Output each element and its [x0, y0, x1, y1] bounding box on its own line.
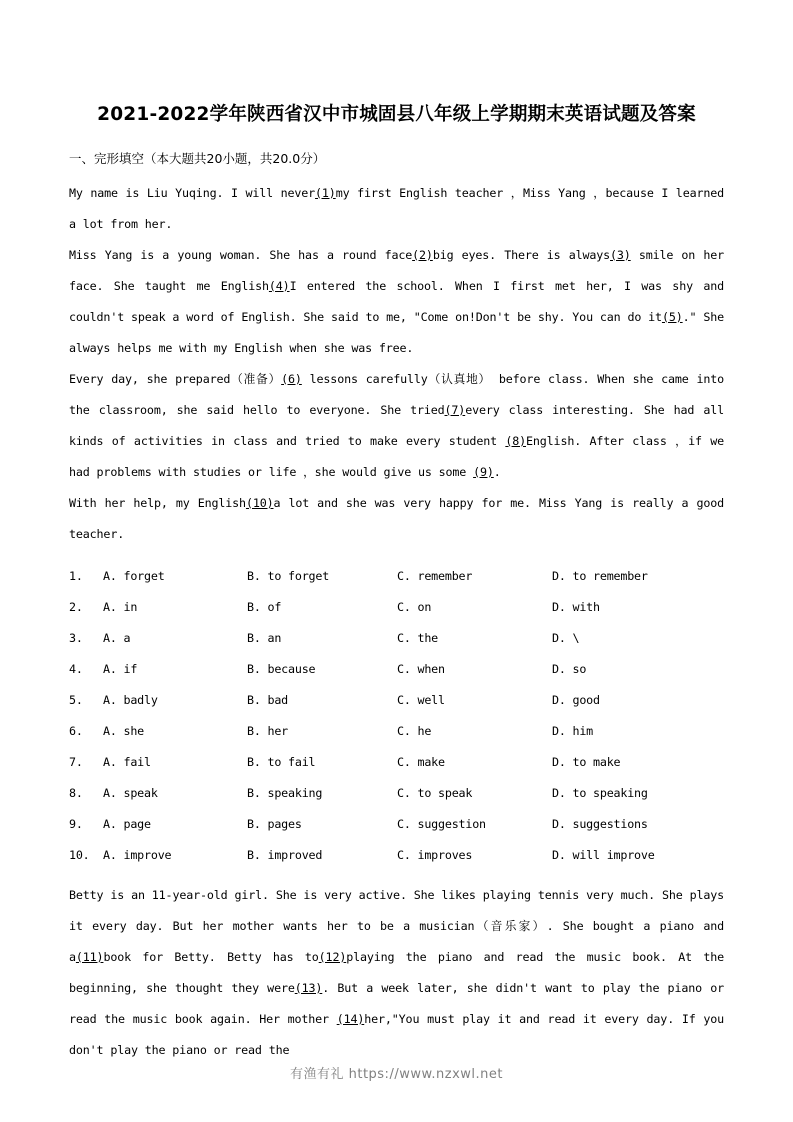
table-row	[69, 653, 724, 684]
option-c[interactable]: C. when	[397, 661, 445, 676]
question-rows	[69, 560, 724, 870]
option-a[interactable]: A. she	[103, 723, 145, 738]
option-a[interactable]: A. speak	[103, 785, 158, 800]
document-content	[69, 96, 724, 1066]
option-a[interactable]: A. improve	[103, 847, 172, 862]
question-number: 1.	[69, 568, 83, 583]
table-row	[69, 622, 724, 653]
option-b[interactable]: B. her	[247, 723, 289, 738]
passage-two	[69, 880, 724, 1066]
option-d[interactable]: D. to make	[552, 754, 621, 769]
table-row	[69, 684, 724, 715]
option-c[interactable]: C. on	[397, 599, 432, 614]
question-number: 4.	[69, 661, 83, 676]
option-c[interactable]: C. improves	[397, 847, 473, 862]
option-d[interactable]: D. suggestions	[552, 816, 648, 831]
option-a[interactable]: A. forget	[103, 568, 165, 583]
option-d[interactable]: D. good	[552, 692, 600, 707]
table-row	[69, 777, 724, 808]
table-row	[69, 746, 724, 777]
option-a[interactable]: A. in	[103, 599, 138, 614]
option-b[interactable]: B. of	[247, 599, 282, 614]
option-c[interactable]: C. the	[397, 630, 439, 645]
option-c[interactable]: C. suggestion	[397, 816, 486, 831]
passage-paragraph: With her help, my English(10)a lot and she was very happy for me. Miss Yang is really a good teacher.	[69, 496, 724, 541]
question-number: 3.	[69, 630, 83, 645]
passage-paragraph: My name is Liu Yuqing. I will never(1)my first English teacher ，Miss Yang ，because I learned a lot from her.	[69, 186, 725, 231]
option-b[interactable]: B. bad	[247, 692, 289, 707]
option-d[interactable]: D. to speaking	[552, 785, 648, 800]
table-row	[69, 808, 724, 839]
question-number: 8.	[69, 785, 83, 800]
option-b[interactable]: B. to forget	[247, 568, 330, 583]
question-number: 5.	[69, 692, 83, 707]
passage-paragraph: Miss Yang is a young woman. She has a round face(2)big eyes. There is always(3) smile on her face. She taught me English(4)I entered the school. When I first met her, I was shy and couldn't speak a word of English. She said to me, "Come on!Don't be shy. You can do it(5)." She always helps me with my English when she was free.	[69, 248, 725, 355]
page-title: 2021-2022学年陕西省汉中市城固县八年级上学期期末英语试题及答案	[97, 104, 696, 125]
option-d[interactable]: D. will improve	[552, 847, 655, 862]
table-row	[69, 839, 724, 870]
question-number: 2.	[69, 599, 83, 614]
question-options-table	[69, 560, 724, 870]
question-number: 9.	[69, 816, 83, 831]
option-d[interactable]: D. to remember	[552, 568, 648, 583]
option-c[interactable]: C. well	[397, 692, 445, 707]
option-a[interactable]: A. if	[103, 661, 138, 676]
option-b[interactable]: B. because	[247, 661, 316, 676]
option-b[interactable]: B. an	[247, 630, 282, 645]
option-b[interactable]: B. improved	[247, 847, 323, 862]
section-heading: 一、完形填空（本大题共20小题，共20.0分）	[69, 151, 326, 166]
question-number: 6.	[69, 723, 83, 738]
table-row	[69, 715, 724, 746]
question-number: 7.	[69, 754, 83, 769]
passage-paragraph: Betty is an 11-year-old girl. She is very active. She likes playing tennis very much. She plays it every day. But her mother wants her to be a musician（音乐家）. She bought a piano and a(11)book for Betty. Betty has to(12)playing the piano and read the music book. At the beginning, she thought they were(13). But a week later, she didn't want to play the piano or read the music book again. Her mother (14)her,"You must play it and read it every day. If you don't play the piano or read the	[69, 888, 725, 1057]
option-a[interactable]: A. a	[103, 630, 131, 645]
option-a[interactable]: A. badly	[103, 692, 158, 707]
option-c[interactable]: C. to speak	[397, 785, 473, 800]
passage-paragraph: Every day, she prepared（准备）(6) lessons carefully（认真地） before class. When she came into the classroom, she said hello to everyone. She tried(7)every class interesting. She had all kinds of activities in class and tried to make every student (8)English. After class ，if we had problems with studies or life ，she would give us some (9).	[69, 372, 724, 479]
option-c[interactable]: C. he	[397, 723, 432, 738]
option-b[interactable]: B. pages	[247, 816, 302, 831]
option-d[interactable]: D. so	[552, 661, 587, 676]
table-row	[69, 560, 724, 591]
passage-one	[69, 178, 724, 550]
option-d[interactable]: D. him	[552, 723, 594, 738]
option-a[interactable]: A. page	[103, 816, 151, 831]
option-b[interactable]: B. speaking	[247, 785, 323, 800]
option-a[interactable]: A. fail	[103, 754, 151, 769]
option-b[interactable]: B. to fail	[247, 754, 316, 769]
table-row	[69, 591, 724, 622]
option-c[interactable]: C. make	[397, 754, 445, 769]
option-c[interactable]: C. remember	[397, 568, 473, 583]
option-d[interactable]: D. with	[552, 599, 600, 614]
footer-watermark: 有渔有礼 https://www.nzxwl.net	[289, 1067, 504, 1082]
option-d[interactable]: D. \	[552, 630, 580, 645]
question-number: 10.	[69, 847, 90, 862]
